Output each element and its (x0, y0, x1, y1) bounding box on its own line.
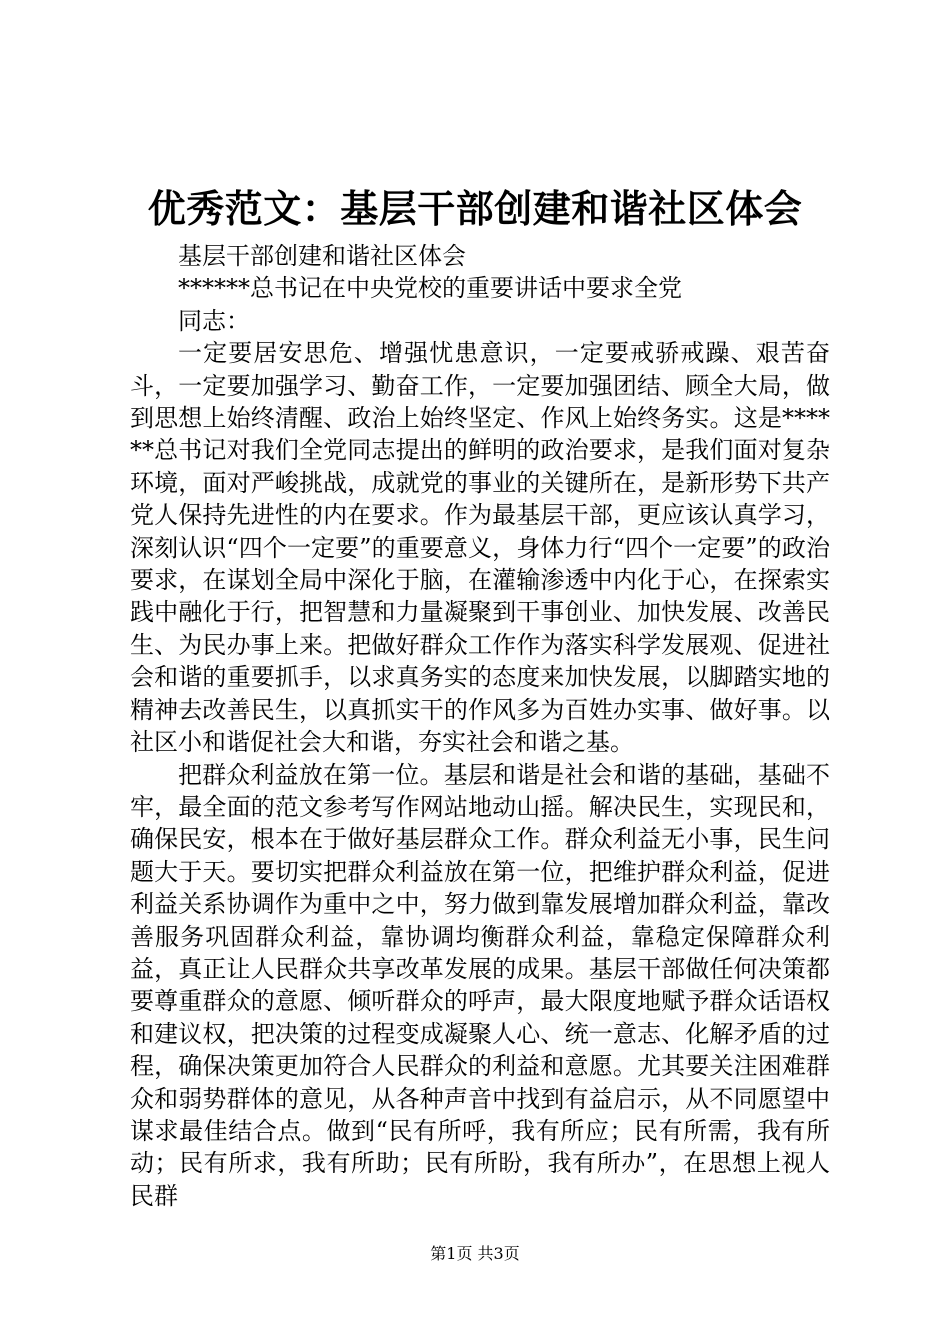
paragraph-subtitle: 基层干部创建和谐社区体会 (178, 242, 466, 270)
paragraph-body-2: 把群众利益放在第一位。基层和谐是社会和谐的基础，基础不牢，最全面的范文参考写作网站地动山摇。解决民生，实现民和，确保民安，根本在于做好基层群众工作。群众利益无小事，民生问题大于天。要切实把群众利益放在第一位，把维护群众利益，促进利益关系协调作为重中之中，努力做到靠发展增加群众利益，靠改善服务巩固群众利益，靠协调均衡群众利益，靠稳定保障群众利益，真正让人民群众共享改革发展的成果。基层干部做任何决策都要尊重群众的意愿、倾听群众的呼声，最大限度地赋予群众话语权和建议权，把决策的过程变成凝聚人心、统一意志、化解矛盾的过程，确保决策更加符合人民群众的利益和意愿。尤其要关注困难群众和弱势群体的意见，从各种声音中找到有益启示，从不同愿望中谋求最佳结合点。做到“民有所呼，我有所应；民有所需，我有所动；民有所求，我有所助；民有所盼，我有所办”，在思想上视人民群 (130, 760, 830, 1210)
page-footer: 第1页 共3页 (430, 1244, 520, 1263)
document-title: 优秀范文：基层干部创建和谐社区体会 (147, 186, 803, 231)
paragraph-body-1: 一定要居安思危、增强忧患意识，一定要戒骄戒躁、艰苦奋斗，一定要加强学习、勤奋工作，一定要加强团结、顾全大局，做到思想上始终清醒、政治上始终坚定、作风上始终务实。这是******总书记对我们全党同志提出的鲜明的政治要求，是我们面对复杂环境，面对严峻挑战，成就党的事业的关键所在，是新形势下共产党人保持先进性的内在要求。作为最基层干部，更应该认真学习，深刻认识“四个一定要”的重要意义，身体力行“四个一定要”的政治要求，在谋划全局中深化于脑，在灌输渗透中内化于心，在探索实践中融化于行，把智慧和力量凝聚到干事创业、加快发展、改善民生、为民办事上来。把做好群众工作作为落实科学发展观、促进社会和谐的重要抓手，以求真务实的态度来加快发展，以脚踏实地的精神去改善民生，以真抓实干的作风多为百姓办实事、做好事。以社区小和谐促社会大和谐，夯实社会和谐之基。 (130, 339, 830, 757)
paragraph-salutation: 同志： (178, 306, 250, 335)
paragraph-intro: ******总书记在中央党校的重要讲话中要求全党 (178, 274, 682, 303)
document-body (130, 240, 830, 1212)
